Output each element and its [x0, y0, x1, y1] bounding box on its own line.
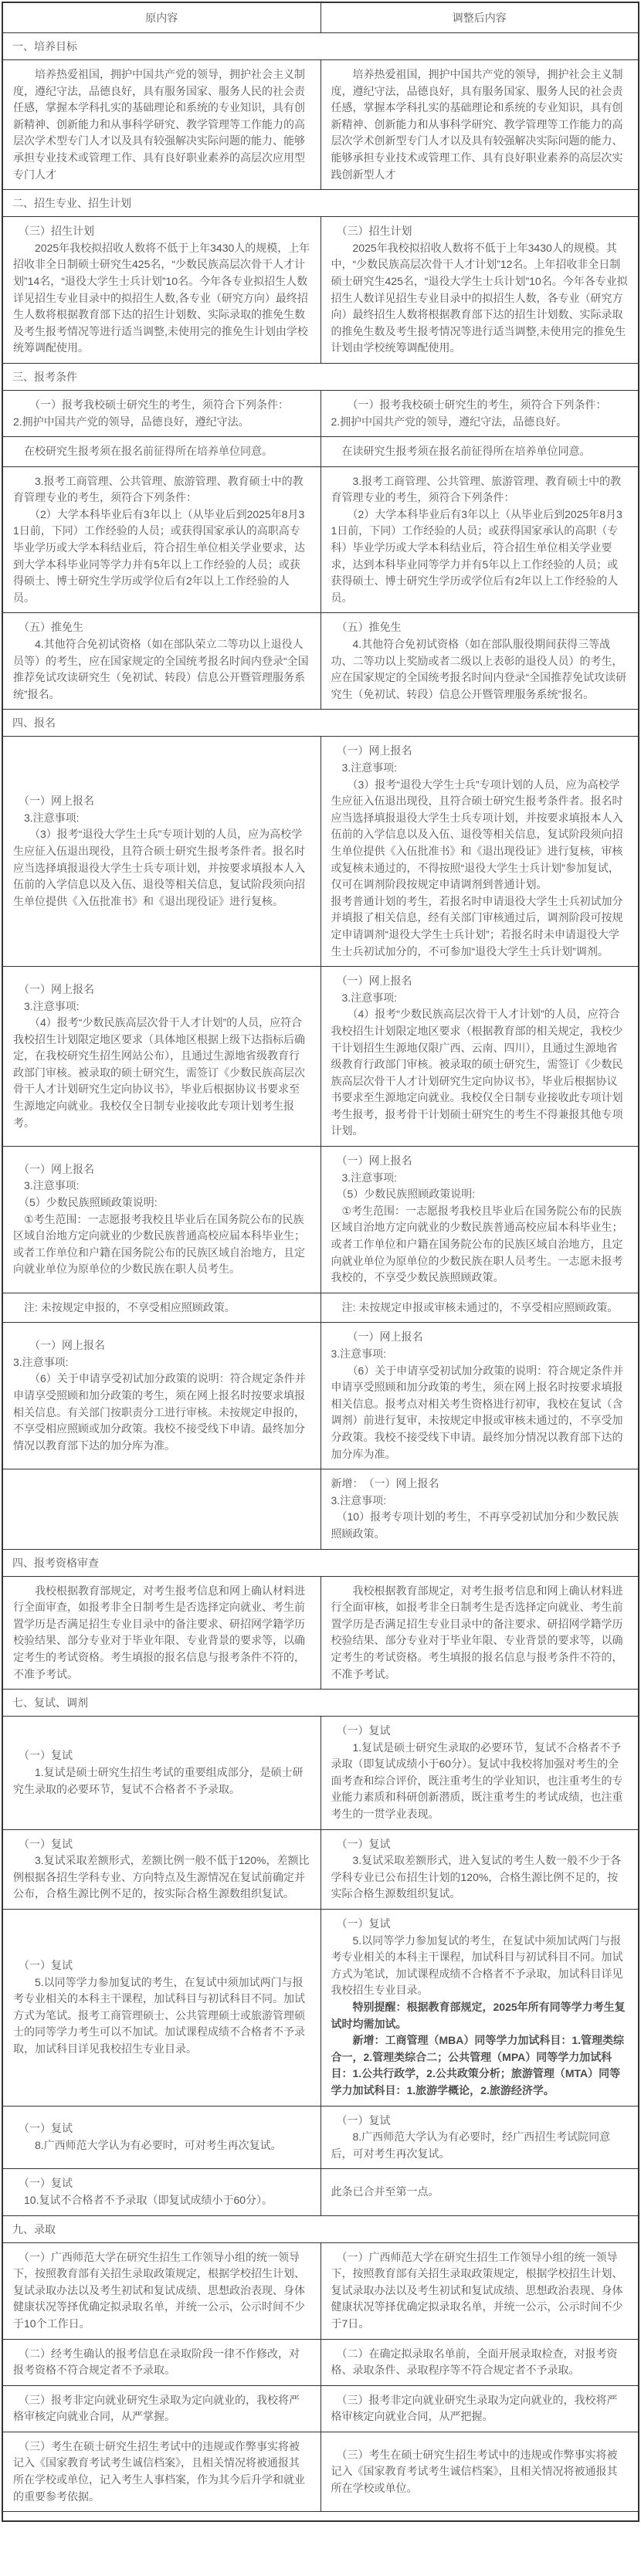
paragraph: （一）复试 [13, 2122, 73, 2135]
paragraph: 4.其他符合免初试资格（如在部队荣立二等功以上退役人员等）的考生，应在国家规定的全国统考报名时间内登录“全国推荐免试攻读研究生（免初试、转段）信息公开暨管理服务系统”报名。 [13, 638, 309, 700]
paragraph: （一）复试 [331, 2113, 391, 2127]
paragraph: （一）报考我校硕士研究生的考生，须符合下列条件： [331, 398, 607, 411]
paragraph: （三）考生在硕士研究生招生考试中的违规或作弊事实将被记入《国家教育考试考生诚信档案》，且相关情况将被通报其所在学校或单位。 [331, 2448, 618, 2494]
table-row [2, 1469, 639, 1549]
paragraph: （三）招生计划 [13, 225, 94, 238]
paragraph: （二）在确定拟录取名单前，全面开展录取检查，对报考资格、录取条件、录取程序等不符合规定者不予录取。 [331, 2347, 618, 2377]
section-row [2, 363, 639, 390]
paragraph: （二）经考生确认的报考信息在录取阶段一律不作修改，对报考资格不符合规定者不予录取。 [13, 2347, 300, 2377]
section-header: 九、录取 [2, 2215, 639, 2242]
left-cell [2, 2385, 320, 2432]
paragraph: 1.复试是硕士研究生录取的必要环节，复试不合格者不予录取（即复试成绩小于60分）。复试中我校将加强对考生的全面考查和综合评价，既注重考生的学业知识，也注重考生的专业能力素质和科研创新潜质，既注重考生的考试成绩，也注重考生的一贯学业表现。 [331, 1740, 623, 1821]
paragraph: 2.拥护中国共产党的领导，品德良好，遵纪守法。 [13, 415, 249, 428]
paragraph: （4）报考“少数民族高层次骨干人才计划”的人员，应符合我校招生计划限定地区要求（具体地区根据上级下达指标后确定，在我校研究生招生网站公布），且通过生源地省级教育行政部门审核。被录取的硕士研究生，需签订《少数民族高层次骨干人才计划研究生定向协议书》，毕业后根据协议书要求至生源地定向就业。我校仅全日制专业接收此专项计划考生报考。 [13, 1016, 305, 1129]
right-cell [320, 1576, 639, 1690]
paragraph: 注: 未按规定申报的，不享受相应照顾政策。 [13, 1300, 236, 1313]
left-cell [2, 2106, 320, 2169]
section-row [2, 1549, 639, 1576]
right-cell [320, 1147, 639, 1293]
paragraph: （6）关于申请享受初试加分政策的说明：符合规定条件并申请享受照顾和加分政策的考生，须在网上报名时按要求填报相关信息。报考点对相关考生资格进行初审，我校在复试（含调剂）前进行复审，未按规定申报或审核未通过的，不享受加分政策。我校不接受线下申请。最终加分情况以教育部下达的加分库为准。 [331, 1364, 624, 1460]
section-header: 四、报名 [2, 710, 639, 737]
table-row [2, 1147, 639, 1293]
paragraph: 3.注意事项: [331, 761, 398, 774]
left-cell [2, 466, 320, 613]
paragraph: 3.复试采取差额形式，进入复试的考生人数一般不少于各学科专业已公布招生计划的120%，合格生源比例不足的，按实际合格生源数组织复试。 [331, 1854, 622, 1900]
paragraph: 5.以同等学力参加复试的考生，在复试中须加试两门与报考专业相关的本科主干课程，加试科目与初试科目不同。加试方式为笔试。报考工商管理硕士、公共管理硕士或旅游管理硕士的同等学力考生可以不加试。加试课程成绩不合格者不予录取，加试科目详见我校招生专业目录。 [13, 1975, 305, 2055]
comparison-table-body [2, 33, 639, 2521]
section-row [2, 2512, 639, 2521]
paragraph: （4）报考“少数民族高层次骨干人才计划”的人员，应符合我校招生计划限定地区要求（根据教育部的相关规定，我校少干计划招生生源地仅限广西、云南、四川），且通过生源地省级教育行政部门审核。被录取的硕士研究生，需签订《少数民族高层次骨干人才计划研究生定向协议书》，毕业后根据协议书要求至生源地定向就业。我校仅全日制专业接收此专项计划考生报考，报考骨干计划硕士研究生的考生不得兼报其他专项计划。 [331, 1008, 623, 1137]
table-row [2, 2385, 639, 2432]
comparison-table [2, 2, 639, 2522]
paragraph: 特别提醒：根据教育部规定，2025年所有同等学力考生复试时均需加试。 [331, 2001, 626, 2030]
right-cell [320, 390, 639, 436]
paragraph: （一）报考我校硕士研究生的考生，须符合下列条件： [13, 398, 289, 411]
left-cell [2, 2242, 320, 2339]
paragraph: （3）报考“退役大学生士兵”专项计划的人员，应为高校学生应征入伍退出现役，且符合硕士研究生报考条件者。报名时应当选择填报退役大学生士兵专项计划，并按要求填报本人入伍前的入学信息以及入伍、退役等相关信息，复试阶段须向招生单位提供《入伍批准书》和《退出现役证》进行复核，审核或复核未通过的，不得按照“退役大学生士兵计划”参加复试，仅可在调剂阶段按规定申请调剂到普通计划。 [331, 778, 623, 891]
paragraph: （一）网上报名 [13, 1162, 94, 1175]
table-row [2, 2169, 639, 2215]
section-header: 三、报考条件 [2, 363, 639, 390]
paragraph: （三）招生计划 [331, 225, 412, 238]
paragraph: 2.拥护中国共产党的领导，遵纪守法，品德良好。 [331, 415, 568, 428]
table-row [2, 390, 639, 436]
paragraph: 4.其他符合免初试资格（如在部队服役期间获得三等战功、二等功以上奖励或者二级以上表彰的退役人员）的考生，应在国家规定的全国统考报名时间内登录“全国推荐免试攻读研究生（免初试、转段）信息公开暨管理服务系统”报名。 [331, 638, 627, 700]
section-row [2, 2215, 639, 2242]
paragraph: 在校研究生报考须在报名前征得所在培养单位同意。 [13, 445, 273, 458]
paragraph: 新增：工商管理（MBA）同等学力加试科目：1.管理类综合一，2.管理类综合二；公共管理（MPA）同等学力加试科目：1.公共行政学，2.公共政策分析；旅游管理（MTA）同等学力加试科目：1.旅游学概论，2.旅游经济学。 [331, 2034, 625, 2096]
paragraph: （2）大学本科毕业后有3年以上（从毕业后到2025年8月31日前，下同）工作经验的人员；或获得国家承认的高职高专毕业学历或大学本科结业后，符合招生单位相关学业要求，达到大学本科毕业同等学力并有5年以上工作经验的人员；或获得硕士、博士研究生学历或学位后有2年以上工作经验的人员。 [13, 507, 305, 604]
paragraph: （一）广西师范大学在研究生招生工作领导小组的统一领导下，按照教育部有关招生录取政策规定，根据学校招生计划、复试录取办法以及考生初试和复试成绩、思想政治表现、身体健康状况等择优确定拟录取名单，并统一公示，公示时间不少于10个工作日。 [13, 2250, 305, 2330]
paragraph: （一）复试 [13, 1837, 73, 1850]
table-row [2, 2339, 639, 2385]
paragraph: 培养热爱祖国，拥护中国共产党的领导，拥护社会主义制度，遵纪守法，品德良好，具有服务国家、服务人民的社会责任感，掌握本学科扎实的基础理论和系统的专业知识，具有创新精神、创新能力和从事科学研究、教学管理等工作能力的高层次学术创新型专门人才以及具有较强解决实际问题的能力、能够承担专业技术或管理工作、具有良好职业素养的高层次实践创新型人才 [331, 68, 623, 181]
paragraph: （10）报考专项计划的考生，不再享受初试加分和少数民族照顾政策。 [331, 1510, 619, 1540]
paragraph: 3.报考工商管理、公共管理、旅游管理、教育硕士中的教育管理专业的考生，须符合下列条件： [331, 474, 622, 504]
paragraph: 1.复试是硕士研究生招生考试的重要组成部分，是硕士研究生录取的必要环节，复试不合格者不予录取。 [13, 1766, 304, 1795]
paragraph: 2025年我校拟招收人数将不低于上年3430人的规模。其中，“少数民族高层次骨干人才计划”12名。上年招收非全日制硕士研究生425名，“退役大学生士兵计划”10名。今年各专业拟招生人数详见招生专业目录中的拟招生人数，各专业（研究方向）最终招生人数将根据教育部下达的招生计划数、实际录取的推免生数及考生报考情况等进行适当调整,未使用完的推免生计划由学校统筹调配使用。 [331, 241, 628, 354]
header-row [2, 2, 639, 33]
section-header: 四、报考资格审查 [2, 1549, 639, 1576]
left-cell [2, 1910, 320, 2107]
paragraph: （一）复试 [13, 2177, 73, 2190]
right-cell [320, 217, 639, 364]
left-cell [2, 390, 320, 436]
paragraph: 3.报考工商管理、公共管理、旅游管理、教育硕士中的教育管理专业的考生，须符合下列条件： [13, 474, 304, 504]
paragraph: （一）复试 [331, 1917, 391, 1930]
right-cell [320, 2432, 639, 2511]
paragraph: 3.注意事项: [331, 1171, 398, 1184]
paragraph: （2）大学本科毕业后有3年以上（从毕业后到2025年8月31日前，下同）工作经验的人员；或获得国家承认的高职（专科）毕业学历或大学本科结业后，符合招生单位相关学业要求，达到本科毕业同等学力并有5年以上工作经验的人员；或获得硕士、博士研究生学历或学位后有2年以上工作经验的人员。 [331, 507, 622, 604]
paragraph: 3.注意事项: [13, 1355, 69, 1368]
paragraph: 10.复试不合格者不予录取（即复试成绩小于60分）。 [13, 2193, 273, 2206]
table-row [2, 1323, 639, 1469]
left-cell [2, 2339, 320, 2385]
comparison-table-head [2, 2, 639, 33]
left-cell [2, 2169, 320, 2215]
table-row [2, 1910, 639, 2107]
column-header-original: 原内容 [2, 2, 320, 33]
left-cell [2, 1576, 320, 1690]
right-cell [320, 466, 639, 613]
paragraph: 5.以同等学力参加复试的考生，在复试中须加试两门与报考专业相关的本科主干课程，加试科目与初试科目不同。加试方式为笔试，加试课程成绩不合格者不予录取，加试科目详见我校招生专业目录。 [331, 1934, 623, 1997]
table-row [2, 217, 639, 364]
right-cell [320, 613, 639, 710]
paragraph: （一）复试 [331, 1837, 391, 1850]
paragraph: 3.注意事项: [13, 1179, 80, 1192]
right-cell [320, 437, 639, 467]
left-cell [2, 60, 320, 190]
paragraph: （一）复试 [331, 1724, 391, 1737]
section-row [2, 710, 639, 737]
paragraph: （五）推免生 [13, 621, 83, 634]
table-row [2, 2106, 639, 2169]
right-cell [320, 2385, 639, 2432]
left-cell [2, 737, 320, 967]
table-row [2, 613, 639, 710]
paragraph: 3.复试采取差额形式，差额比例一般不低于120%，差额比例根据各招生学科专业、方向特点及生源情况在复试前确定并公布，合格生源比例不足的，按实际合格生源数组织复试。 [13, 1854, 310, 1900]
paragraph: 3.注意事项: [331, 1347, 387, 1360]
paragraph: ①考生范围：一志愿报考我校且毕业后在国务院公布的民族区域自治地方定向就业的少数民族普通高校应届本科毕业生；或者工作单位和户籍在国务院公布的民族区域自治地方，且定向就业单位为原单位的少数民族在职人员考生。一志愿未报考我校的，不享受少数民族照顾政策。 [331, 1204, 623, 1284]
left-cell [2, 1717, 320, 1830]
right-cell [320, 60, 639, 190]
left-cell [2, 1323, 320, 1469]
paragraph: 报考普通计划的考生，若报名时申请退役大学生士兵初试加分并填报了相关信息，经有关部门审核通过后，调剂阶段可按规定申请调剂“退役大学生士兵计划”；若报名时未申请退役大学生士兵初试加分的，不可参加“退役大学生士兵计划”调剂。 [331, 894, 623, 958]
paragraph: （一）网上报名 [13, 1339, 105, 1352]
paragraph: 在读研究生报考须在报名前征得所在培养单位同意。 [331, 445, 591, 458]
right-cell [320, 1293, 639, 1323]
right-cell [320, 2169, 639, 2215]
right-cell [320, 967, 639, 1147]
right-cell [320, 1469, 639, 1549]
paragraph: （三）考生在硕士研究生招生考试中的违规或作弊事实将被记入《国家教育考试考生诚信档案》，且相关情况将被通报其所在学校或单位，记入考生人事档案，作为其今后升学和就业的重要参考依据。 [13, 2439, 305, 2503]
right-cell [320, 1323, 639, 1469]
paragraph: （一）网上报名 [331, 1330, 423, 1344]
paragraph: 8.广西师范大学认为有必要时，可对考生再次复试。 [13, 2138, 282, 2151]
section-header: 二、招生专业、招生计划 [2, 190, 639, 217]
paragraph: （一）复试 [13, 1959, 73, 1972]
table-row [2, 2432, 639, 2511]
left-cell [2, 967, 320, 1147]
paragraph: 8.广西师范大学认为有必要时，经广西招生考试院同意后，可对考生再次复试。 [331, 2130, 611, 2160]
section-row [2, 190, 639, 217]
paragraph: 注: 未按规定申报或审核未通过的，不享受相应照顾政策。 [331, 1300, 619, 1313]
paragraph: 3.注意事项: [13, 811, 80, 824]
table-row [2, 437, 639, 467]
table-row [2, 1717, 639, 1830]
paragraph: （5）少数民族照顾政策说明: [13, 1196, 158, 1209]
table-row [2, 967, 639, 1147]
right-cell [320, 2339, 639, 2385]
section-row [2, 33, 639, 60]
section-row [2, 1690, 639, 1717]
paragraph: （五）推免生 [331, 621, 402, 634]
paragraph: （一）网上报名 [331, 744, 412, 758]
table-row [2, 1576, 639, 1690]
right-cell [320, 1717, 639, 1830]
section-header [2, 2512, 639, 2521]
paragraph: 新增： （一）网上报名 [331, 1477, 439, 1490]
paragraph: （一）网上报名 [13, 982, 94, 995]
paragraph: 3.注意事项: [331, 1493, 387, 1507]
left-cell [2, 1147, 320, 1293]
paragraph: （5）少数民族照顾政策说明: [331, 1188, 476, 1201]
paragraph: ①考生范围：一志愿报考我校且毕业后在国务院公布的民族区域自治地方定向就业的少数民族普通高校应届本科毕业生；或者工作单位和户籍在国务院公布的民族区域自治地方，且定向就业单位为原单位的少数民族在职人员考生。 [13, 1212, 305, 1276]
section-header: 一、培养目标 [2, 33, 639, 60]
paragraph: （三）报考非定向就业研究生录取为定向就业的，我校将严格审核定向就业合同，从严把握。 [331, 2393, 618, 2423]
table-row [2, 466, 639, 613]
paragraph: 此条已合并至第一点。 [331, 2185, 439, 2198]
paragraph: 培养热爱祖国，拥护中国共产党的领导，拥护社会主义制度，遵纪守法，品德良好，具有服务国家、服务人民的社会责任感，掌握本学科扎实的基础理论和系统的专业知识，具有创新精神、创新能力和从事科学研究、教学管理等工作能力的高层次学术型专门人才以及具有较强解决实际问题的能力、能够承担专业技术或管理工作、具有良好职业素养的高层次应用型专门人才 [13, 68, 305, 181]
paragraph: 3.注意事项: [331, 991, 398, 1004]
table-row [2, 60, 639, 190]
right-cell [320, 1829, 639, 1909]
right-cell [320, 2106, 639, 2169]
column-header-adjusted: 调整后内容 [320, 2, 639, 33]
paragraph: 3.注意事项: [13, 999, 80, 1012]
paragraph: （6）关于申请享受初试加分政策的说明：符合规定条件并申请享受照顾和加分政策的考生，须在网上报名时按要求填报相关信息。有关部门按职责分工进行审核。未按规定申报的，不享受相应照顾或加分政策。我校不接受线下申请。最终加分情况以教育部下达的加分库为准。 [13, 1372, 306, 1452]
paragraph: （一）网上报名 [331, 1154, 412, 1168]
right-cell [320, 2242, 639, 2339]
paragraph: （一）广西师范大学在研究生招生工作领导小组的统一领导下，按照教育部有关招生录取政策规定，根据学校招生计划、复试录取办法以及考生初试和复试成绩、思想政治表现、身体健康状况等择优确定拟录取名单，并统一公示，公示时间不少于7日。 [331, 2250, 623, 2330]
paragraph: （一）复试 [13, 1749, 73, 1762]
left-cell [2, 613, 320, 710]
left-cell [2, 1293, 320, 1323]
table-row [2, 2242, 639, 2339]
left-cell [2, 1829, 320, 1909]
paragraph: （一）网上报名 [13, 795, 94, 808]
paragraph: （三）报考非定向就业研究生录取为定向就业的，我校将严格审核定向就业合同，从严掌握。 [13, 2393, 300, 2423]
paragraph: 我校根据教育部规定，对考生报考信息和网上确认材料进行全面审核，如报考非全日制考生是否选择定向就业、考生前置学历是否满足招生专业目录中的备注要求、研招网学籍学历校验结果、部分专业对于毕业年限、专业背景的要求等，以确定考生的考试资格。考生填报的报名信息与报考条件不符的，不准予考试。 [331, 1584, 623, 1680]
left-cell [2, 437, 320, 467]
table-row [2, 737, 639, 967]
paragraph: （3）报考“退役大学生士兵”专项计划的人员，应为高校学生应征入伍退出现役，且符合硕士研究生报考条件者。报名时应当选择填报退役大学生士兵专项计划，并按要求填报本人入伍前的入学信息以及入伍、退役等相关信息，复试阶段须向招生单位提供《入伍批准书》和《退出现役证》进行复核。 [13, 828, 305, 907]
left-cell [2, 1469, 320, 1549]
table-row [2, 1829, 639, 1909]
paragraph: 我校根据教育部规定，对考生报考信息和网上确认材料进行全面审查，如报考非全日制考生是否选择定向就业、考生前置学历是否满足招生专业目录中的备注要求、研招网学籍学历校验结果、部分专业对于毕业年限、专业背景的要求等，以确定考生的考试资格。考生填报的报名信息与报考条件不符的，不准予考试。 [13, 1584, 305, 1680]
table-row [2, 1293, 639, 1323]
left-cell [2, 217, 320, 364]
paragraph: 2025年我校拟招收人数将不低于上年3430人的规模，上年招收非全日制硕士研究生425名，“少数民族高层次骨干人才计划”14名，“退役大学生士兵计划”10名。今年各专业拟招生人数详见招生专业目录中的拟招生人数,各专业（研究方向）最终招生人数将根据教育部下达的招生计划数、实际录取的推免生数及考生报考情况等进行适当调整,未使用完的推免生计划由学校统筹调配使用。 [13, 241, 310, 354]
paragraph: （一）网上报名 [331, 974, 412, 988]
section-header: 七、复试、调剂 [2, 1690, 639, 1717]
right-cell [320, 1910, 639, 2107]
left-cell [2, 2432, 320, 2511]
right-cell [320, 737, 639, 967]
